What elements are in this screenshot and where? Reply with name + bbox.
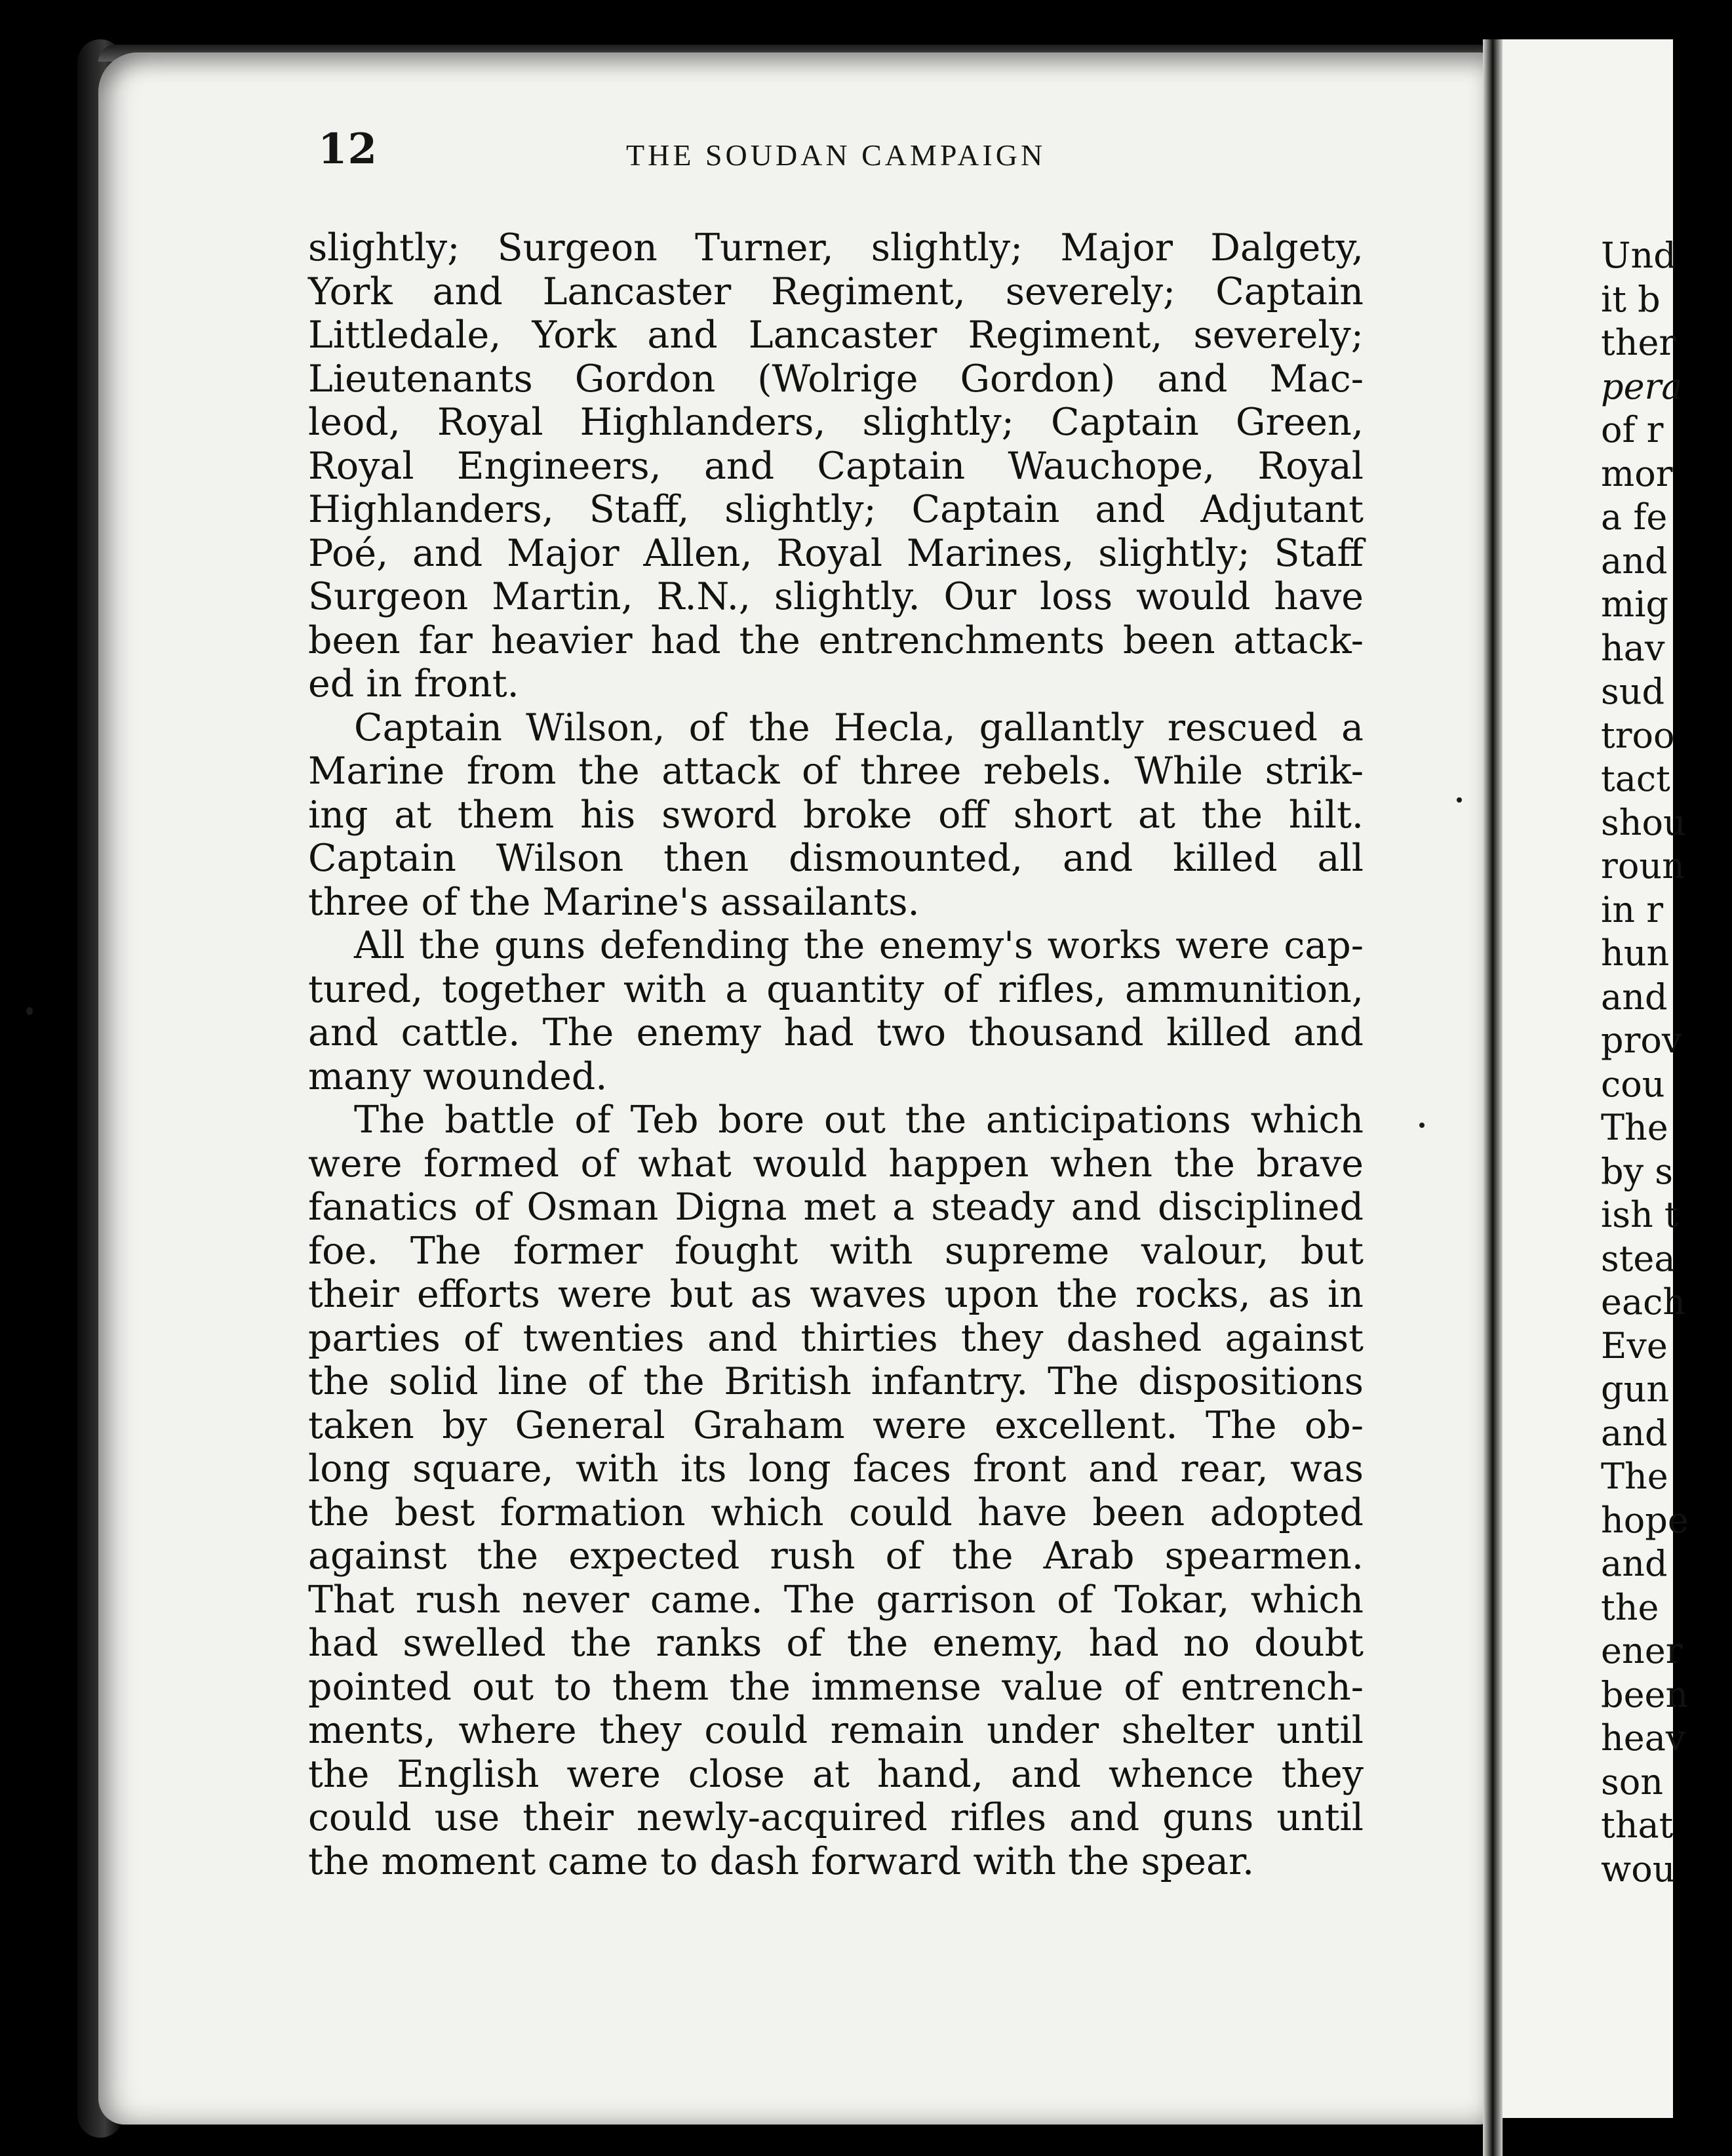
text-line: against the expected rush of the Arab spearmen. (308, 1534, 1364, 1578)
right-page-line-fragment: by s (1601, 1150, 1673, 1192)
right-page-line-fragment: hope (1601, 1499, 1689, 1541)
text-line: The battle of Teb bore out the anticipations which (354, 1098, 1364, 1142)
text-line: the solid line of the British infantry. The dispositions (308, 1360, 1364, 1403)
right-page-line-fragment: it b (1601, 278, 1661, 320)
text-line: Littledale, York and Lancaster Regiment, severely; (308, 313, 1364, 357)
text-line: ing at them his sword broke off short at the hilt. (308, 793, 1364, 837)
right-page-line-fragment: mor (1601, 452, 1673, 494)
text-line: ed in front. (308, 662, 519, 706)
right-page-line-fragment: sud (1601, 671, 1665, 712)
right-page-line-fragment: Eve (1601, 1325, 1668, 1367)
text-line: tured, together with a quantity of rifles, ammunition, (308, 967, 1364, 1011)
right-page-line-fragment: and (1601, 540, 1668, 582)
right-page-line-fragment: ther (1601, 322, 1676, 363)
text-line: York and Lancaster Regiment, severely; Captain (308, 270, 1364, 313)
text-line: Captain Wilson then dismounted, and killed all (308, 837, 1364, 880)
right-page-line-fragment: tact (1601, 758, 1670, 799)
text-line: were formed of what would happen when the brave (308, 1142, 1364, 1186)
text-line: Royal Engineers, and Captain Wauchope, Royal (308, 444, 1364, 488)
text-line: Lieutenants Gordon (Wolrige Gordon) and Mac- (308, 357, 1364, 401)
right-page-line-fragment: The (1601, 1456, 1668, 1497)
right-page-line-fragment: hav (1601, 627, 1665, 669)
book-gutter (1483, 39, 1503, 2156)
right-page-line-fragment: the (1601, 1586, 1659, 1628)
right-page-line-fragment: shou (1601, 801, 1686, 843)
page-header (318, 125, 1170, 177)
right-page-line-fragment: of r (1601, 409, 1664, 450)
right-page-line-fragment: and (1601, 1412, 1668, 1454)
text-line: Marine from the attack of three rebels. While strik- (308, 749, 1364, 793)
right-page-line-fragment: pera (1601, 365, 1683, 407)
running-head: THE SOUDAN CAMPAIGN (626, 138, 1046, 172)
text-line: slightly; Surgeon Turner, slightly; Major Dalgety, (308, 226, 1364, 270)
right-page-line-fragment: son (1601, 1761, 1664, 1803)
right-page-line-fragment: wou (1601, 1848, 1676, 1890)
right-page-line-fragment: in r (1601, 888, 1664, 930)
right-page-line-fragment: prov (1601, 1020, 1682, 1061)
text-line: the moment came to dash forward with the spear. (308, 1839, 1255, 1883)
text-line: leod, Royal Highlanders, slightly; Captain Green, (308, 401, 1364, 444)
paragraph (308, 226, 1364, 706)
body-text (308, 226, 1364, 1883)
right-page-line-fragment: stea (1601, 1237, 1676, 1279)
right-page-line-fragment: a fe (1601, 496, 1668, 538)
text-line: long square, with its long faces front and rear, was (308, 1447, 1364, 1490)
text-line: That rush never came. The garrison of Tokar, which (308, 1578, 1364, 1622)
right-page-line-fragment: each (1601, 1281, 1686, 1323)
text-line: three of the Marine's assailants. (308, 880, 920, 924)
right-page-line-fragment: hun (1601, 932, 1670, 974)
paragraph (308, 706, 1364, 925)
right-page-line-fragment: gun (1601, 1368, 1670, 1410)
right-page-line-fragment: and (1601, 1543, 1668, 1584)
text-line: taken by General Graham were excellent. The ob- (308, 1403, 1364, 1447)
right-page-line-fragment: troo (1601, 714, 1675, 756)
right-page-line-fragment: mig (1601, 584, 1669, 625)
right-page-line-fragment: been (1601, 1673, 1689, 1715)
right-page-line-fragment: Und (1601, 235, 1676, 276)
right-page-line-fragment: cou (1601, 1063, 1665, 1105)
text-line: Poé, and Major Allen, Royal Marines, slightly; Staff (308, 531, 1364, 575)
right-page-line-fragment: and (1601, 976, 1668, 1018)
scan-speck (1457, 797, 1462, 803)
text-line: the best formation which could have been adopted (308, 1490, 1364, 1534)
paragraph (308, 924, 1364, 1098)
paragraph (308, 1098, 1364, 1883)
right-page-line-fragment: heav (1601, 1717, 1686, 1759)
text-line: the English were close at hand, and whence they (308, 1752, 1364, 1796)
text-line: been far heavier had the entrenchments been attack- (308, 618, 1364, 662)
right-page-line-fragment: roun (1601, 845, 1685, 887)
text-line: foe. The former fought with supreme valour, but (308, 1229, 1364, 1273)
text-line: ments, where they could remain under shelter until (308, 1709, 1364, 1752)
text-line: had swelled the ranks of the enemy, had no doubt (308, 1622, 1364, 1665)
text-line: pointed out to them the immense value of entrench- (308, 1665, 1364, 1709)
scan-speck (1419, 1123, 1425, 1128)
text-line: Highlanders, Staff, slightly; Captain and Adjutant (308, 488, 1364, 531)
text-line: could use their newly-acquired rifles and guns until (308, 1796, 1364, 1839)
text-line: fanatics of Osman Digna met a steady and disciplined (308, 1186, 1364, 1229)
text-line: their efforts were but as waves upon the rocks, as in (308, 1273, 1364, 1316)
page-number: 12 (318, 125, 378, 174)
text-line: All the guns defending the enemy's works were cap- (354, 924, 1364, 967)
text-line: Captain Wilson, of the Hecla, gallantly rescued a (354, 706, 1364, 749)
right-page-line-fragment: ener (1601, 1630, 1683, 1671)
scan-speck (26, 1007, 33, 1015)
right-page-line-fragment: The (1601, 1107, 1668, 1148)
right-page-line-fragment: ish t (1601, 1194, 1679, 1235)
text-line: many wounded. (308, 1054, 608, 1098)
text-line: and cattle. The enemy had two thousand killed and (308, 1011, 1364, 1054)
right-page-text-fragment (1601, 234, 1732, 1891)
right-page-line-fragment: that (1601, 1805, 1674, 1846)
text-line: Surgeon Martin, R.N., slightly. Our loss would have (308, 575, 1364, 618)
text-line: parties of twenties and thirties they dashed against (308, 1316, 1364, 1360)
